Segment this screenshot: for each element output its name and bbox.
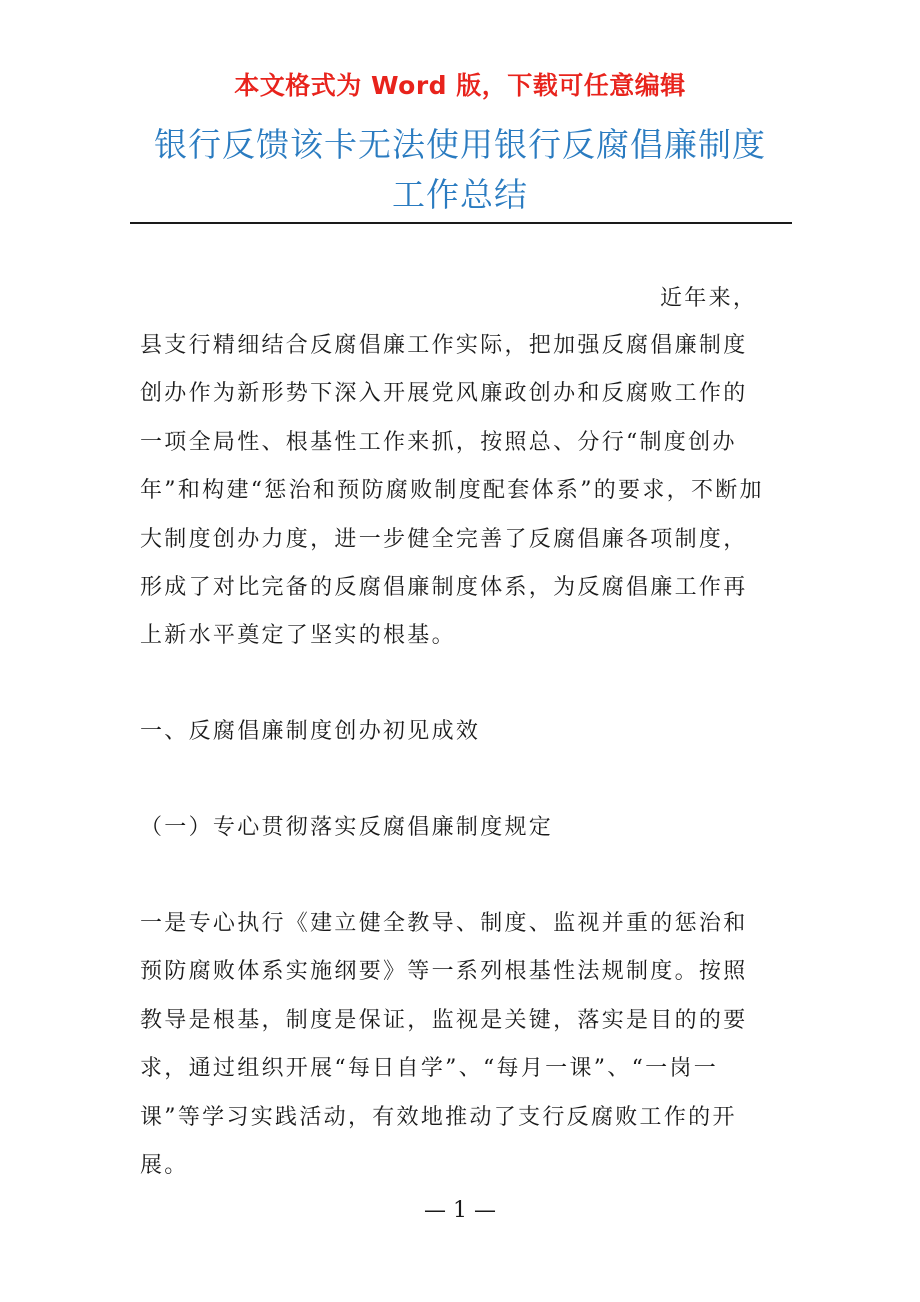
- paragraph-2: 一是专心执行《建立健全教导、制度、监视并重的惩治和预防腐败体系实施纲要》等一系列根基性法规制度。按照教导是根基，制度是保证，监视是关键，落实是目的的要求，通过组织开展“每日自学”、“每月一课”、“一岗一课”等学习实践活动，有效地推动了支行反腐败工作的开展。: [140, 911, 748, 1179]
- subsection-heading-1: （一）专心贯彻落实反腐倡廉制度规定: [140, 815, 554, 840]
- format-notice: 本文格式为 Word 版，下载可任意编辑: [234, 71, 686, 100]
- paragraph-1: 县支行精细结合反腐倡廉工作实际，把加强反腐倡廉制度创办作为新形势下深入开展党风廉政创办和反腐败工作的一项全局性、根基性工作来抓，按照总、分行“制度创办年”和构建“惩治和预防腐败制度配套体系”的要求，不断加大制度创办力度，进一步健全完善了反腐倡廉各项制度，形成了对比完备的反腐倡廉制度体系，为反腐倡廉工作再上新水平奠定了坚实的根基。: [140, 333, 764, 649]
- document-title: [100, 120, 820, 220]
- page-number: — 1 —: [424, 1198, 496, 1223]
- title-line-1: 银行反馈该卡无法使用银行反腐倡廉制度: [154, 125, 766, 164]
- section-heading-1: 一、反腐倡廉制度创办初见成效: [140, 719, 481, 744]
- title-divider: [130, 222, 792, 224]
- title-line-2: 工作总结: [392, 175, 528, 214]
- paragraph-1-lead: 近年来，: [660, 286, 758, 311]
